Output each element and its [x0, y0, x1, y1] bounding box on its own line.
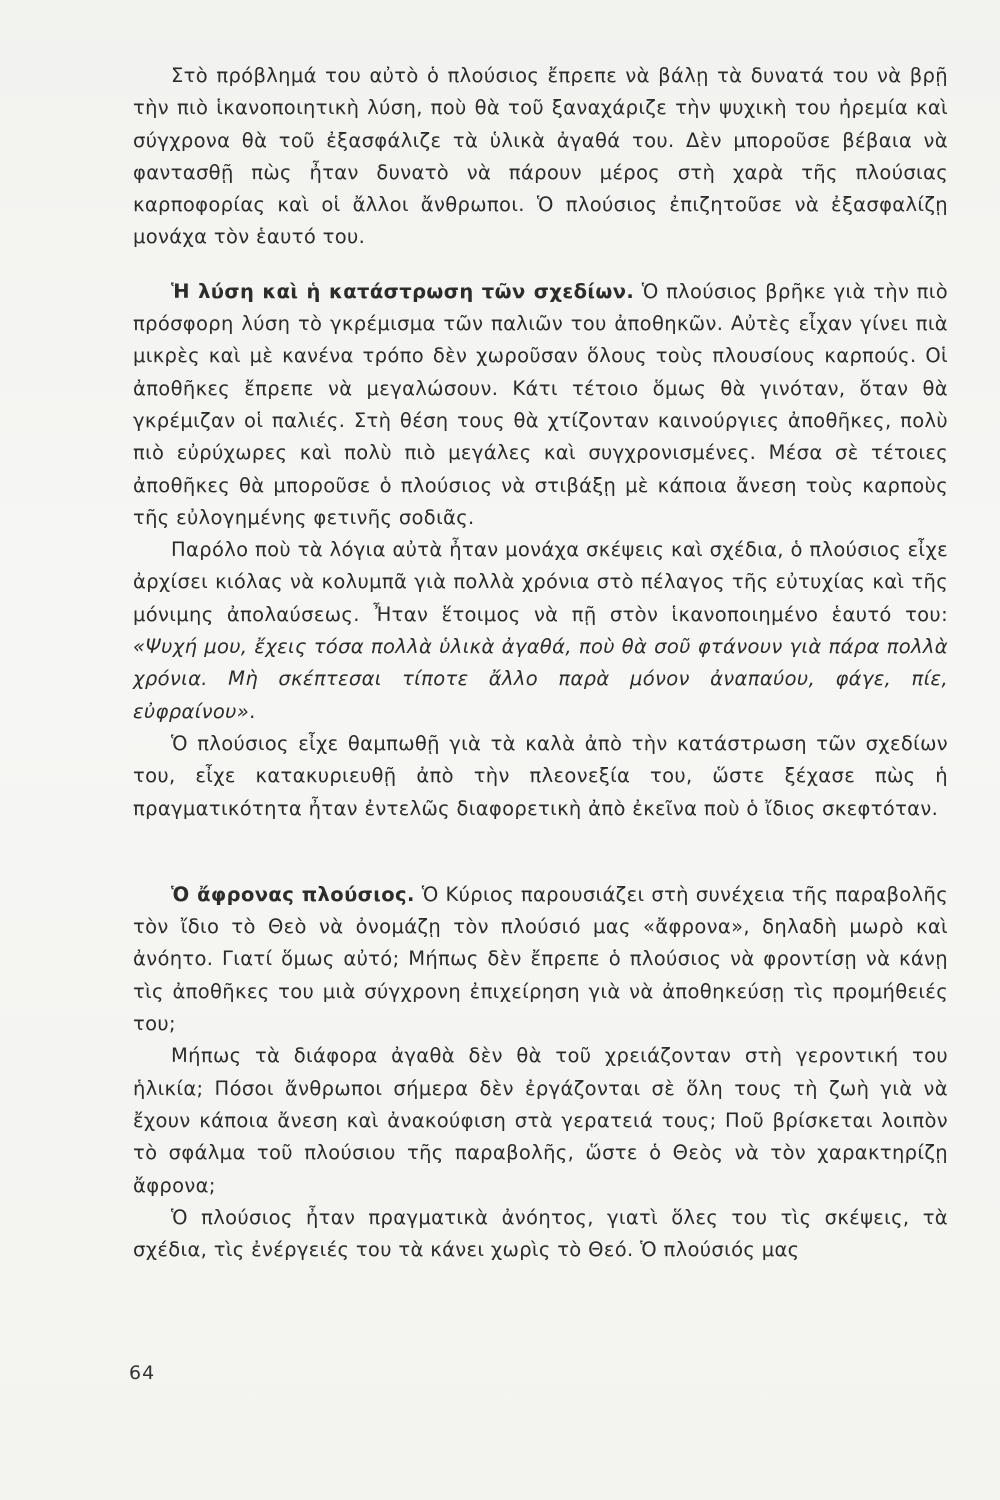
paragraph-7-text: Ὁ πλούσιος ἦταν πραγματικὰ ἀνόητος, γιατὶ ὅλες του τὶς σκέψεις, τὰ σχέδια, τὶς ἐνέργειές του τὰ κάνει χωρὶς τὸ Θεό. Ὁ πλούσιός μας [133, 1205, 948, 1262]
section-heading-foolish-rich: Ὁ ἄφρονας πλούσιος. [171, 882, 415, 906]
paragraph-3 [133, 534, 948, 728]
page-body [133, 60, 948, 1266]
paragraph-3-text: Παρόλο ποὺ τὰ λόγια αὐτὰ ἦταν μονάχα σκέψεις καὶ σχέδια, ὁ πλούσιος εἶχε ἀρχίσει κιόλας νὰ κολυμπᾶ γιὰ πολλὰ χρόνια στὸ πέλαγος τῆς εὐτυχίας καὶ τῆς μόνιμης ἀπολαύσεως. Ἦταν ἕτοιμος νὰ πῇ στὸν ἱκανοποιημένο ἑαυτό του: [133, 538, 948, 626]
paragraph-6 [133, 1040, 948, 1201]
paragraph-2 [133, 276, 948, 534]
paragraph-3-end: . [249, 699, 256, 723]
paragraph-1 [133, 60, 948, 254]
section-heading-solution: Ἡ λύση καὶ ἡ κατάστρωση τῶν σχεδίων. [171, 279, 635, 303]
paragraph-2-text: Ὁ πλούσιος βρῆκε γιὰ τὴν πιὸ πρόσφορη λύση τὸ γκρέμισμα τῶν παλιῶν του ἀποθηκῶν. Αὐτὲς εἶχαν γίνει πιὰ μικρὲς καὶ μὲ κανένα τρόπο δὲν χωροῦσαν ὅλους τοὺς πλουσίους καρπούς. Οἱ ἀποθῆκες ἔπρεπε νὰ μεγαλώσουν. Κάτι τέτοιο ὅμως θὰ γινόταν, ὅταν θὰ γκρέμιζαν οἱ παλιές. Στὴ θέση τους θὰ χτίζονταν καινούργιες ἀποθῆκες, πολὺ πιὸ εὐρύχωρες καὶ πολὺ πιὸ μεγάλες καὶ συγχρονισμένες. Μέσα σὲ τέτοιες ἀποθῆκες θὰ μποροῦσε ὁ πλούσιος νὰ στιβάξῃ μὲ κάποια ἄνεση τοὺς καρποὺς τῆς εὐλογημένης φετινῆς σοδιᾶς. [133, 279, 948, 529]
paragraph-5 [133, 879, 948, 1040]
paragraph-3-quote: «Ψυχή μου, ἔχεις τόσα πολλὰ ὑλικὰ ἀγαθά, ποὺ θὰ σοῦ φτάνουν γιὰ πάρα πολλὰ χρόνια. Μὴ σκέπτεσαι τίποτε ἄλλο παρὰ μόνον ἀναπαύου, φάγε, πίε, εὐφραίνου» [133, 635, 948, 723]
paragraph-7 [133, 1202, 948, 1267]
paragraph-1-text: Στὸ πρόβλημά του αὐτὸ ὁ πλούσιος ἔπρεπε νὰ βάλῃ τὰ δυνατά του νὰ βρῇ τὴν πιὸ ἱκανοποιητικὴ λύση, ποὺ θὰ τοῦ ξαναχάριζε τὴν ψυχικὴ του ἠρεμία καὶ σύγχρονα θὰ τοῦ ἐξασφάλιζε τὰ ὑλικὰ ἀγαθά του. Δὲν μποροῦσε βέβαια νὰ φαντασθῇ πὼς ἦταν δυνατὸ νὰ πάρουν μέρος στὴ χαρὰ τῆς πλούσιας καρποφορίας καὶ οἱ ἄλλοι ἄνθρωποι. Ὁ πλούσιος ἐπιζητοῦσε νὰ ἐξασφαλίζῃ μονάχα τὸν ἑαυτό του. [133, 64, 948, 249]
paragraph-5-text: Ὁ Κύριος παρουσιάζει στὴ συνέχεια τῆς παραβολῆς τὸν ἴδιο τὸ Θεὸ νὰ ὀνομάζῃ τὸν πλούσιό μας «ἄφρονα», δηλαδὴ μωρὸ καὶ ἀνόητο. Γιατί ὅμως αὐτό; Μήπως δὲν ἔπρεπε ὁ πλούσιος νὰ φροντίσῃ νὰ κάνῃ τὶς ἀποθῆκες του μιὰ σύγχρονη ἐπιχείρηση γιὰ νὰ ἀποθηκεύσῃ τὶς προμήθειές του; [133, 882, 948, 1036]
paragraph-6-text: Μήπως τὰ διάφορα ἀγαθὰ δὲν θὰ τοῦ χρειάζονταν στὴ γεροντική του ἡλικία; Πόσοι ἄνθρωποι σήμερα δὲν ἐργάζονται σὲ ὅλη τους τὴ ζωὴ γιὰ νὰ ἔχουν κάποια ἄνεση καὶ ἀνακούφιση στὰ γερατειά τους; Ποῦ βρίσκεται λοιπὸν τὸ σφάλμα τοῦ πλούσιου τῆς παραβολῆς, ὥστε ὁ Θεὸς νὰ τὸν χαρακτηρίζῃ ἄφρονα; [133, 1044, 948, 1197]
paragraph-4-text: Ὁ πλούσιος εἶχε θαμπωθῇ γιὰ τὰ καλὰ ἀπὸ τὴν κατάστρωση τῶν σχεδίων του, εἶχε κατακυριευθῇ ἀπὸ τὴν πλεονεξία του, ὥστε ξέχασε πὼς ἡ πραγματικότητα ἦταν ἐντελῶς διαφορετικὴ ἀπὸ ἐκεῖνα ποὺ ὁ ἴδιος σκεφτόταν. [133, 731, 948, 820]
paragraph-4 [133, 728, 948, 825]
page-number: 64 [129, 1362, 156, 1384]
